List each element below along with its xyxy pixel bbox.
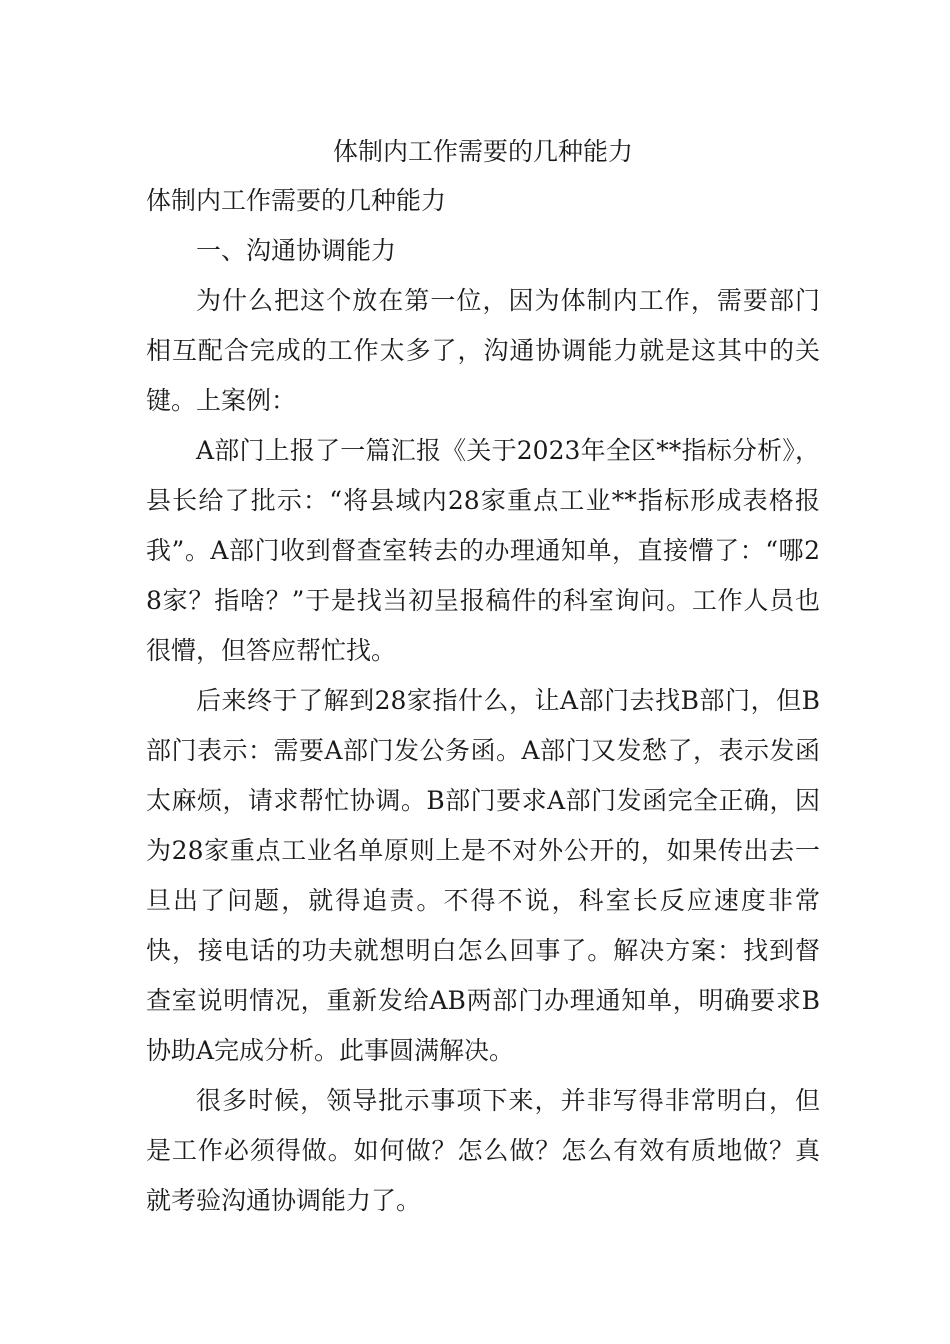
section-heading: 一、沟通协调能力 bbox=[196, 236, 397, 265]
paragraph-case: A部门上报了一篇汇报《关于2023年全区**指标分析》，县长给了批示：“将县域内28家重点工业**指标形成表格报我”。A部门收到督查室转去的办理通知单，直接懵了：“哪28家？指啥？”于是找当初呈报稿件的科室询问。工作人员也很懵，但答应帮忙找。 bbox=[146, 436, 820, 665]
paragraph-intro: 为什么把这个放在第一位，因为体制内工作，需要部门相互配合完成的工作太多了，沟通协调能力就是这其中的关键。上案例： bbox=[146, 286, 820, 415]
document-title: 体制内工作需要的几种能力 bbox=[332, 137, 633, 166]
paragraph-conclusion: 很多时候，领导批示事项下来，并非写得非常明白，但是工作必须得做。如何做？怎么做？怎么有效有质地做？真就考验沟通协调能力了。 bbox=[146, 1086, 820, 1215]
document-subtitle: 体制内工作需要的几种能力 bbox=[146, 186, 447, 215]
document-body bbox=[146, 128, 820, 1226]
paragraph-resolution: 后来终于了解到28家指什么，让A部门去找B部门，但B部门表示：需要A部门发公务函。A部门又发愁了，表示发函太麻烦，请求帮忙协调。B部门要求A部门发函完全正确，因为28家重点工业名单原则上是不对外公开的，如果传出去一旦出了问题，就得追责。不得不说，科室长反应速度非常快，接电话的功夫就想明白怎么回事了。解决方案：找到督查室说明情况，重新发给AB两部门办理通知单，明确要求B协助A完成分析。此事圆满解决。 bbox=[146, 686, 820, 1065]
